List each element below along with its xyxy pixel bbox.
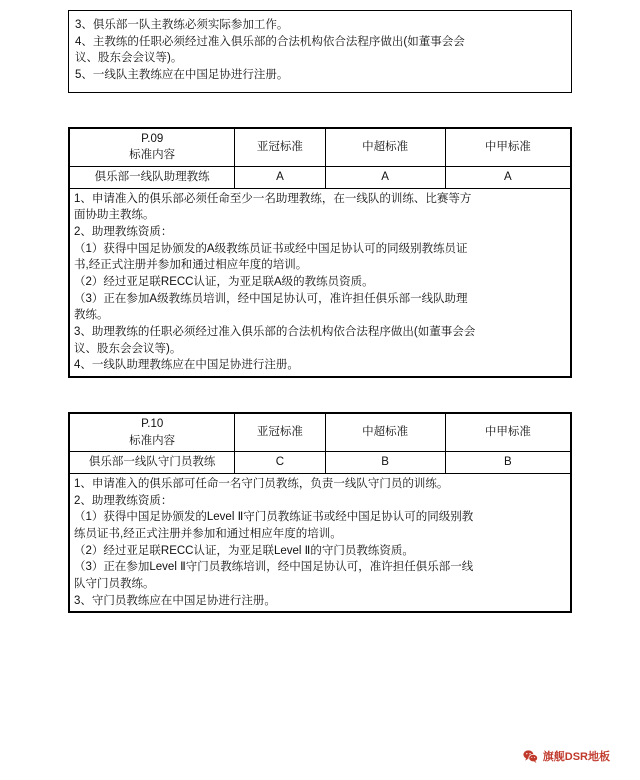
p09-col-afc: 亚冠标准 (235, 128, 325, 166)
table-row (69, 11, 571, 92)
table-block-p10 (68, 412, 572, 613)
spacer-2 (68, 378, 572, 412)
p09-col-cl1: 中甲标准 (445, 128, 570, 166)
p10-line-4: 练员证书,经正式注册并参加和通过相应年度的培训。 (74, 528, 342, 541)
footer-watermark (523, 748, 610, 764)
p10-code-sub: 标准内容 (129, 434, 176, 447)
p09-body (70, 188, 571, 376)
p10-body (70, 474, 571, 612)
p09-line-9: 3、助理教练的任职必须经过准入俱乐部的合法机构依合法程序做出(如董事会会 (74, 326, 476, 339)
p10-row-label: 俱乐部一线队守门员教练 (70, 452, 235, 474)
p09-grade-afc: A (235, 167, 325, 189)
top-block-body (69, 11, 571, 92)
p09-grade-cl1: A (445, 167, 570, 189)
p09-row-label: 俱乐部一线队助理教练 (70, 167, 235, 189)
table-block-p09 (68, 127, 572, 378)
top-table (69, 11, 571, 92)
table-row (70, 167, 571, 189)
p09-col-csl: 中超标准 (325, 128, 445, 166)
spacer-1 (68, 93, 572, 127)
p10-line-1: 1、申请准入的俱乐部可任命一名守门员教练，负责一线队守门员的训练。 (74, 478, 449, 491)
footer-badge-text: 旗舰DSR地板 (542, 751, 610, 763)
p09-line-3: 2、助理教练资质： (74, 226, 173, 239)
p10-code-cell (70, 414, 235, 452)
p09-line-2: 面协助主教练。 (74, 209, 155, 222)
p09-line-8: 教练。 (74, 309, 109, 322)
p10-grade-afc: C (235, 452, 325, 474)
table-header-row (70, 128, 571, 166)
top-line-2: 4、主教练的任职必须经过准入俱乐部的合法机构依合法程序做出(如董事会会 (75, 35, 465, 48)
p09-line-7: （3）正在参加A级教练员培训，经中国足协认可，准许担任俱乐部一线队助理 (74, 292, 468, 305)
p10-line-7: 队守门员教练。 (74, 578, 155, 591)
p10-code: P.10 (141, 418, 164, 431)
table-row (70, 452, 571, 474)
table-row (70, 474, 571, 612)
table-row (70, 188, 571, 376)
wechat-icon (523, 750, 538, 763)
p10-grade-csl: B (325, 452, 445, 474)
p10-col-afc: 亚冠标准 (235, 414, 325, 452)
p10-line-2: 2、助理教练资质： (74, 494, 173, 507)
p09-line-4: （1）获得中国足协颁发的A级教练员证书或经中国足协认可的同级别教练员证 (74, 242, 468, 255)
p10-col-csl: 中超标准 (325, 414, 445, 452)
table-header-row (70, 414, 571, 452)
p09-line-5: 书,经正式注册并参加和通过相应年度的培训。 (74, 259, 308, 272)
p09-line-10: 议、股东会会议等)。 (74, 342, 182, 355)
p09-line-11: 4、一线队助理教练应在中国足协进行注册。 (74, 359, 299, 372)
top-text-block (68, 10, 572, 93)
top-line-1: 3、俱乐部一队主教练必须实际参加工作。 (75, 19, 289, 31)
p10-line-3: （1）获得中国足协颁发的Level Ⅱ守门员教练证书或经中国足协认可的同级别教 (74, 511, 474, 524)
p09-grade-csl: A (325, 167, 445, 189)
top-line-3: 议、股东会会议等)。 (75, 52, 183, 65)
p09-code-cell (70, 128, 235, 166)
p09-line-6: （2）经过亚足联RECC认证，为亚足联A级的教练员资质。 (74, 276, 374, 289)
p10-line-8: 3、守门员教练应在中国足协进行注册。 (74, 594, 276, 607)
p10-col-cl1: 中甲标准 (445, 414, 570, 452)
p10-line-6: （3）正在参加Level Ⅱ守门员教练培训，经中国足协认可，准许担任俱乐部一线 (74, 561, 474, 574)
p10-line-5: （2）经过亚足联RECC认证，为亚足联Level Ⅱ的守门员教练资质。 (74, 544, 414, 557)
table-p10 (69, 413, 571, 612)
table-p09 (69, 128, 571, 377)
p09-line-1: 1、申请准入的俱乐部必须任命至少一名助理教练，在一线队的训练、比赛等方 (74, 192, 472, 205)
p10-grade-cl1: B (445, 452, 570, 474)
top-line-4: 5、一线队主教练应在中国足协进行注册。 (75, 69, 289, 82)
p09-code-sub: 标准内容 (129, 149, 176, 162)
p09-code: P.09 (141, 132, 164, 145)
